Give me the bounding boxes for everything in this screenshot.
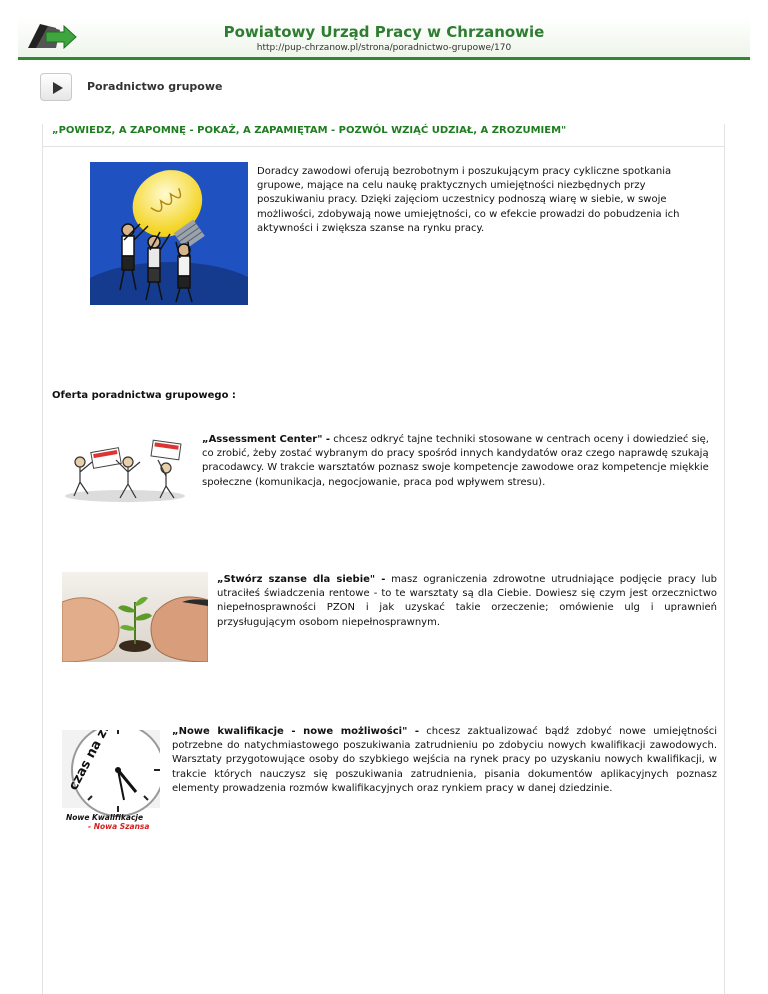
play-arrow-icon bbox=[53, 82, 63, 94]
site-header bbox=[18, 18, 750, 60]
page-url: http://pup-chrzanow.pl/strona/poradnictwo-grupowe/170 bbox=[256, 43, 512, 53]
workshop-description: masz ograniczenia zdrowotne utrudniające podjęcie pracy lub utraciłeś świadczenia rentowe - to te warsztaty są dla Ciebie. Dowiesz się czym jest orzecznictwo niepełnosprawności PZON i jak uzyskać takie orzeczenie; omówienie ulg i uprawnień przysługującym osobom niepełnosprawnym. bbox=[217, 574, 717, 628]
clock-caption-line2: - Nowa Szansa bbox=[88, 822, 150, 830]
content-border-right bbox=[724, 124, 725, 994]
workshop-title: „Stwórz szanse dla siebie" - bbox=[217, 574, 386, 585]
clock-caption-line1: Nowe Kwalifikacje bbox=[66, 813, 144, 822]
workshop-description: chcesz zaktualizować bądź zdobyć nowe umiejętności potrzebne do natychmiastowego poszukiwania zatrudnieniu po zdobyciu nowych kwalifikacji zawodowych. Warsztaty przygotowujące osoby do szybkiego wejścia na rynek pracy po uzyskaniu nowych kwalifikacji, w trakcie których nauczysz się poszukiwania zatrudnienia, pisania dokumentów aplikacyjnych poznasz elementy prowadzenia rozmów kwalifikacyjnych oraz rynkiem pracy w danej dziedzinie. bbox=[172, 726, 717, 794]
site-title: Powiatowy Urząd Pracy w Chrzanowie bbox=[223, 23, 545, 41]
motto-quote: „POWIEDZ, A ZAPOMNĘ - POKAŻ, A ZAPAMIĘTAM - POZWÓL WZIĄĆ UDZIAŁ, A ZROZUMIEM" bbox=[52, 125, 567, 136]
workshop-assessment-center bbox=[202, 433, 717, 490]
new-qualifications-clock-image bbox=[62, 730, 160, 830]
workshop-new-qualifications bbox=[172, 725, 717, 796]
lightbulb-teamwork-image bbox=[90, 162, 248, 305]
workshop-title: „Nowe kwalifikacje - nowe możliwości" - bbox=[172, 726, 420, 737]
workshop-create-chances bbox=[217, 573, 717, 630]
page-title: Poradnictwo grupowe bbox=[87, 80, 223, 93]
content-border-top bbox=[42, 146, 725, 147]
workshop-description: chcesz odkryć tajne techniki stosowane w centrach oceny i dowiedzieć się, co zrobić, żeby zostać wybranym do pracy spośród innych kandydatów oraz czego naprawdę szukają pracodawcy. W trakcie warsztatów poznasz swoje kompetencje zawodowe oraz kompetencje miękkie społeczne (komunikacja, negocjowanie, praca pod wpływem stresu). bbox=[202, 434, 709, 488]
hands-plant-image bbox=[62, 572, 208, 662]
clock-word-czas: czas na bbox=[66, 737, 105, 793]
assessment-center-image bbox=[62, 432, 188, 504]
offer-heading: Oferta poradnictwa grupowego : bbox=[52, 390, 236, 401]
content-border-left bbox=[42, 124, 43, 994]
section-arrow-button[interactable] bbox=[40, 73, 72, 101]
intro-paragraph: Doradcy zawodowi oferują bezrobotnym i poszukującym pracy cykliczne spotkania grupowe, mające na celu naukę praktycznych umiejętności niezbędnych przy poszukiwaniu pracy. Dzięki zajęciom uczestnicy podnoszą wiarę w siebie, w swoje możliwości, zdobywają nowe umiejętności, co w efekcie prowadzi do pobudzenia ich aktywności i zwiększa szanse na rynku pracy. bbox=[257, 166, 680, 234]
workshop-title: „Assessment Center" - bbox=[202, 434, 331, 445]
